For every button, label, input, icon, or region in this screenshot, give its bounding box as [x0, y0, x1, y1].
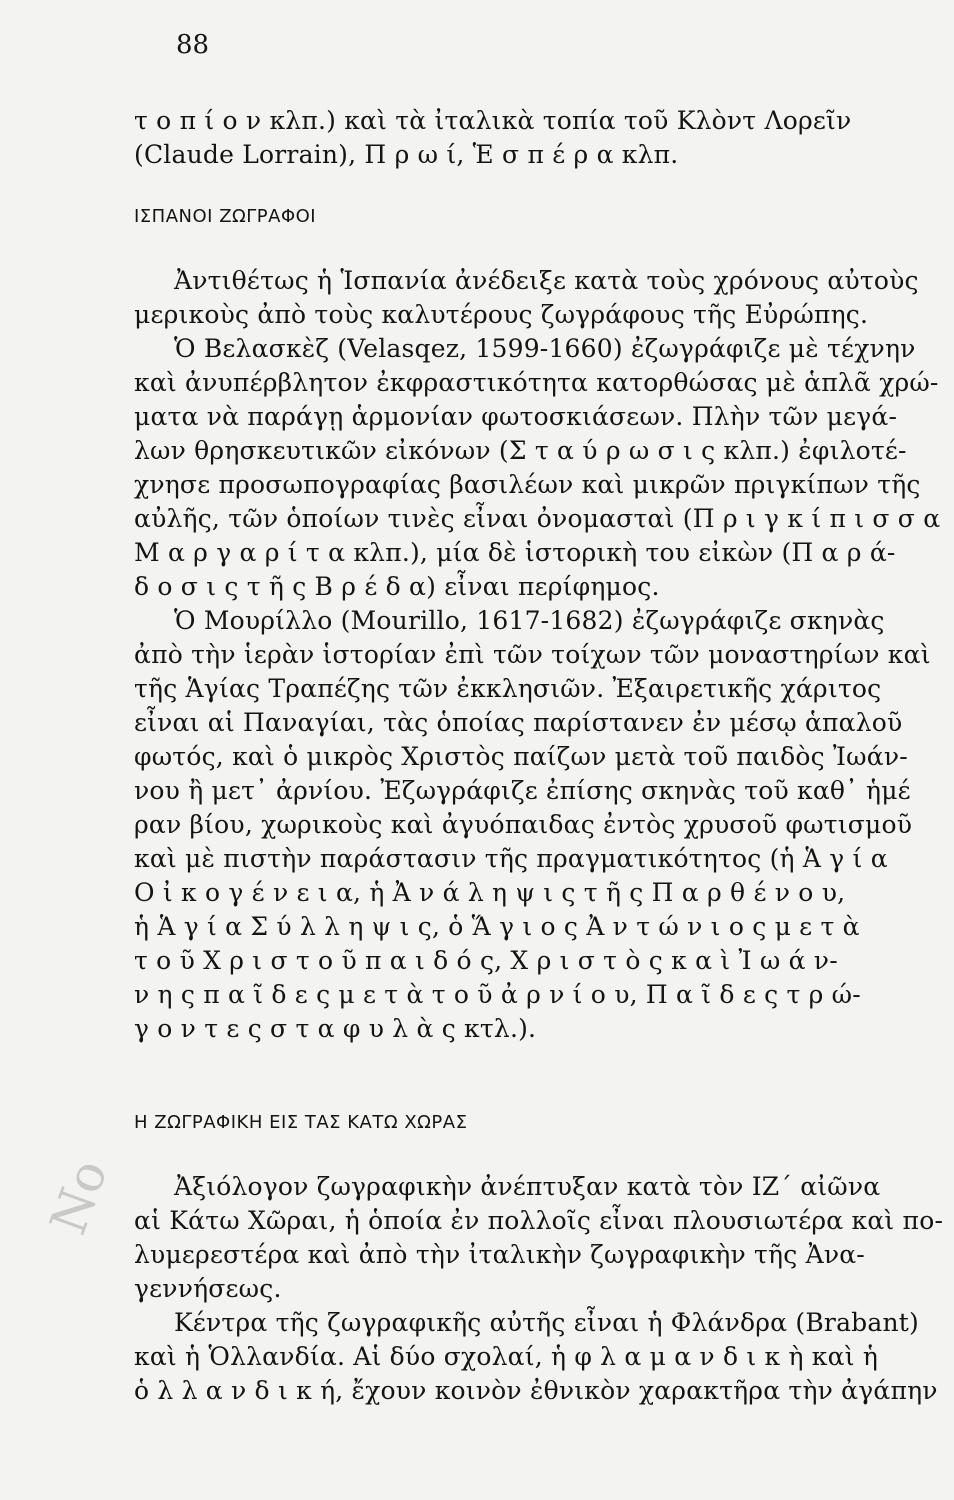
- margin-handwritten-mark: No: [39, 1152, 119, 1242]
- section-heading-low-countries: Η ΖΩΓΡΑΦΙΚΗ ΕΙΣ ΤΑΣ ΚΑΤΩ ΧΩΡΑΣ: [134, 1112, 468, 1133]
- text-line: Ἀξιόλογον ζωγραφικὴν ἀνέπτυξαν κατὰ τὸν ΙΖ΄ αἰῶνα: [174, 1172, 881, 1201]
- text-line: λυμερεστέρα καὶ ἀπὸ τὴν ἰταλικὴν ζωγραφικὴν τῆς Ἀνα-: [134, 1240, 865, 1269]
- page-number: 88: [176, 30, 210, 60]
- text-line: Μ α ρ γ α ρ ί τ α κλπ.), μία δὲ ἱστορικὴ του εἰκὼν (Π α ρ ά-: [134, 538, 896, 567]
- section-body-spanish-painters: [134, 264, 941, 1046]
- text-line: χνησε προσωπογραφίας βασιλέων καὶ μικρῶν πριγκίπων τῆς: [134, 470, 921, 499]
- text-line: ραν βίου, χωρικοὺς καὶ ἀγυόπαιδας ἐντὸς χρυσοῦ φωτισμοῦ: [134, 810, 913, 839]
- text-line: αἱ Κάτω Χῶραι, ἡ ὁποία ἐν πολλοῖς εἶναι πλουσιωτέρα καὶ πο-: [134, 1206, 944, 1235]
- text-line: Ὁ Βελασκὲζ (Velasqez, 1599-1660) ἐζωγράφιζε μὲ τέχνην: [174, 334, 916, 363]
- text-line: τ ο π ί ο ν κλπ.) καὶ τὰ ἰταλικὰ τοπία τοῦ Κλὸντ Λορεῖν: [134, 106, 852, 135]
- section-heading-spanish-painters: ΙΣΠΑΝΟΙ ΖΩΓΡΑΦΟΙ: [134, 206, 317, 227]
- text-line: μερικοὺς ἀπὸ τοὺς καλυτέρους ζωγράφους τῆς Εὐρώπης.: [134, 300, 869, 329]
- text-line: καὶ μὲ πιστὴν παράστασιν τῆς πραγματικότητος (ἡ Ἁ γ ί α: [134, 844, 888, 873]
- section-body-low-countries: [134, 1170, 944, 1408]
- text-line: Ο ἰ κ ο γ έ ν ε ι α, ἡ Ἀ ν ά λ η ψ ι ς τ ῆ ς Π α ρ θ έ ν ο υ,: [134, 878, 846, 907]
- text-line: εἶναι αἱ Παναγίαι, τὰς ὁποίας παρίστανεν ἐν μέσῳ ἁπαλοῦ: [134, 708, 903, 737]
- text-line: φωτός, καὶ ὁ μικρὸς Χριστὸς παίζων μετὰ τοῦ παιδὸς Ἰωάν-: [134, 742, 908, 771]
- text-line: ἀπὸ τὴν ἱερὰν ἱστορίαν ἐπὶ τῶν τοίχων τῶν μοναστηρίων καὶ: [134, 640, 931, 669]
- text-line: γεννήσεως.: [134, 1274, 282, 1303]
- intro-paragraph: [134, 104, 914, 172]
- text-line: (Claude Lorrain), Π ρ ω ί, Ἑ σ π έ ρ α κλπ.: [134, 140, 679, 169]
- text-line: Ὁ Μουρίλλο (Mourillo, 1617-1682) ἐζωγράφιζε σκηνὰς: [174, 606, 885, 635]
- text-line: ἡ Ἁ γ ί α Σ ύ λ λ η ψ ι ς, ὁ Ἅ γ ι ο ς Ἀ ν τ ώ ν ι ο ς μ ε τ ὰ: [134, 912, 860, 941]
- text-line: καὶ ἡ Ὁλλανδία. Αἱ δύο σχολαί, ἡ φ λ α μ α ν δ ι κ ὴ καὶ ἡ: [134, 1342, 879, 1371]
- text-line: ὁ λ λ α ν δ ι κ ή, ἔχουν κοινὸν ἐθνικὸν χαρακτῆρα τὴν ἀγάπην: [134, 1376, 938, 1405]
- text-line: δ ο σ ι ς τ ῆ ς Β ρ έ δ α) εἶναι περίφημος.: [134, 572, 660, 601]
- text-line: Κέντρα τῆς ζωγραφικῆς αὐτῆς εἶναι ἡ Φλάνδρα (Brabant): [174, 1308, 919, 1337]
- text-line: τῆς Ἁγίας Τραπέζης τῶν ἐκκλησιῶν. Ἐξαιρετικῆς χάριτος: [134, 674, 882, 703]
- text-line: λων θρησκευτικῶν εἰκόνων (Σ τ α ύ ρ ω σ ι ς κλπ.) ἐφιλοτέ-: [134, 436, 907, 465]
- text-line: Ἀντιθέτως ἡ Ἱσπανία ἀνέδειξε κατὰ τοὺς χρόνους αὐτοὺς: [174, 266, 919, 295]
- text-line: ματα νὰ παράγῃ ἁρμονίαν φωτοσκιάσεων. Πλὴν τῶν μεγά-: [134, 402, 898, 431]
- text-line: τ ο ῦ Χ ρ ι σ τ ο ῦ π α ι δ ό ς, Χ ρ ι σ τ ὸ ς κ α ὶ Ἰ ω ά ν-: [134, 946, 838, 975]
- text-line: νου ἢ μετ᾽ ἀρνίου. Ἐζωγράφιζε ἐπίσης σκηνὰς τοῦ καθ᾽ ἡμέ: [134, 776, 911, 805]
- text-line: ν η ς π α ῖ δ ε ς μ ε τ ὰ τ ο ῦ ἀ ρ ν ί ο υ, Π α ῖ δ ε ς τ ρ ώ-: [134, 980, 861, 1009]
- text-line: καὶ ἀνυπέρβλητον ἐκφραστικότητα κατορθώσας μὲ ἁπλᾶ χρώ-: [134, 368, 939, 397]
- text-line: γ ο ν τ ε ς σ τ α φ υ λ ὰ ς κτλ.).: [134, 1014, 537, 1043]
- text-line: αὐλῆς, τῶν ὁποίων τινὲς εἶναι ὀνομασταὶ (Π ρ ι γ κ ί π ι σ σ α: [134, 504, 941, 533]
